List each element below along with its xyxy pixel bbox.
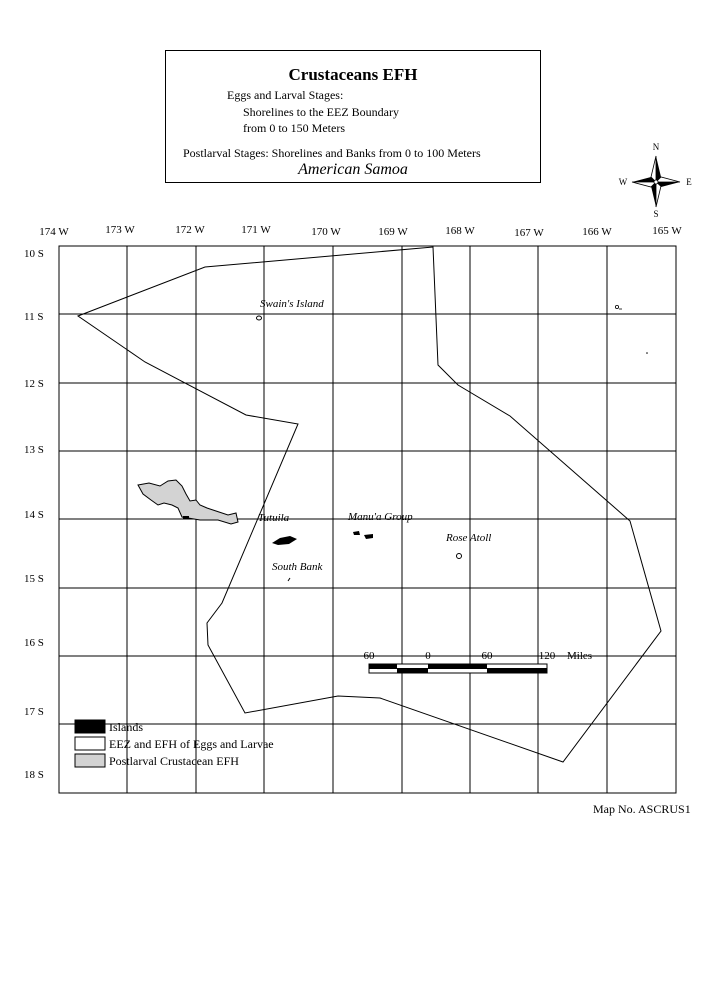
lon-label-171w: 171 W: [241, 224, 271, 236]
lat-label-11s: 11 S: [24, 311, 44, 323]
compass-n: N: [652, 142, 660, 152]
scale-label-60: 60: [481, 650, 493, 662]
lat-label-14s: 14 S: [24, 509, 44, 521]
lon-label-173w: 173 W: [105, 224, 135, 236]
compass-rose-icon: [632, 156, 680, 207]
lat-label-18s: 18 S: [24, 769, 44, 781]
lon-label-166w: 166 W: [582, 226, 612, 238]
lat-label-10s: 10 S: [24, 248, 44, 260]
swains-island-icon: [257, 316, 262, 320]
legend-swatch-eez: [75, 737, 105, 750]
reef-marker-ne: [615, 305, 618, 308]
lon-label-170w: 170 W: [311, 226, 341, 238]
south-bank-marker: [288, 578, 290, 581]
rose-atoll-icon: [457, 554, 462, 559]
compass-s: S: [653, 209, 659, 219]
legend-label-eez: EEZ and EFH of Eggs and Larvae: [109, 737, 274, 751]
label-swains-island: Swain's Island: [260, 298, 324, 310]
eez-boundary: [78, 247, 661, 762]
lon-label-172w: 172 W: [175, 224, 205, 236]
lat-label-15s: 15 S: [24, 573, 44, 585]
legend-swatch-postlarval: [75, 754, 105, 767]
label-tutuila: Tutuila: [258, 512, 290, 524]
eggs-heading: Eggs and Larval Stages:: [227, 88, 344, 102]
scale-unit: Miles: [567, 650, 593, 662]
scale-label-60-left: 60: [363, 650, 375, 662]
legend: [75, 720, 274, 768]
lat-label-13s: 13 S: [24, 444, 44, 456]
lat-label-17s: 17 S: [24, 706, 44, 718]
compass-e: E: [686, 177, 692, 187]
lon-label-174w: 174 W: [39, 226, 69, 238]
eggs-line-2: from 0 to 150 Meters: [243, 121, 345, 135]
postlarval-line: Postlarval Stages: Shorelines and Banks from 0 to 100 Meters: [183, 146, 481, 160]
label-manua-group: Manu'a Group: [348, 511, 413, 523]
legend-swatch-islands: [75, 720, 105, 733]
scale-label-0: 0: [425, 650, 431, 662]
island-west: [183, 516, 189, 519]
eggs-line-1: Shorelines to the EEZ Boundary: [243, 105, 399, 119]
legend-label-islands: Islands: [109, 720, 143, 734]
scale-label-120: 120: [538, 650, 556, 662]
lat-label-12s: 12 S: [24, 378, 44, 390]
map-title: Crustaceans EFH: [288, 65, 418, 84]
lon-label-169w: 169 W: [378, 226, 408, 238]
lon-label-168w: 168 W: [445, 225, 475, 237]
label-rose-atoll: Rose Atoll: [446, 532, 492, 544]
lon-label-165w: 165 W: [652, 225, 682, 237]
map-number: Map No. ASCRUS1: [593, 802, 691, 816]
lon-label-167w: 167 W: [514, 227, 544, 239]
lat-label-16s: 16 S: [24, 637, 44, 649]
compass-w: W: [618, 177, 628, 187]
scale-bar: [369, 664, 547, 673]
tutuila-island-icon: [272, 536, 297, 545]
reef-dot-e: [646, 352, 648, 354]
region-name: American Samoa: [298, 161, 408, 178]
label-south-bank: South Bank: [272, 561, 323, 573]
manua-island-2-icon: [364, 534, 373, 539]
legend-label-postlarval: Postlarval Crustacean EFH: [109, 754, 239, 768]
manua-island-1-icon: [353, 531, 360, 535]
